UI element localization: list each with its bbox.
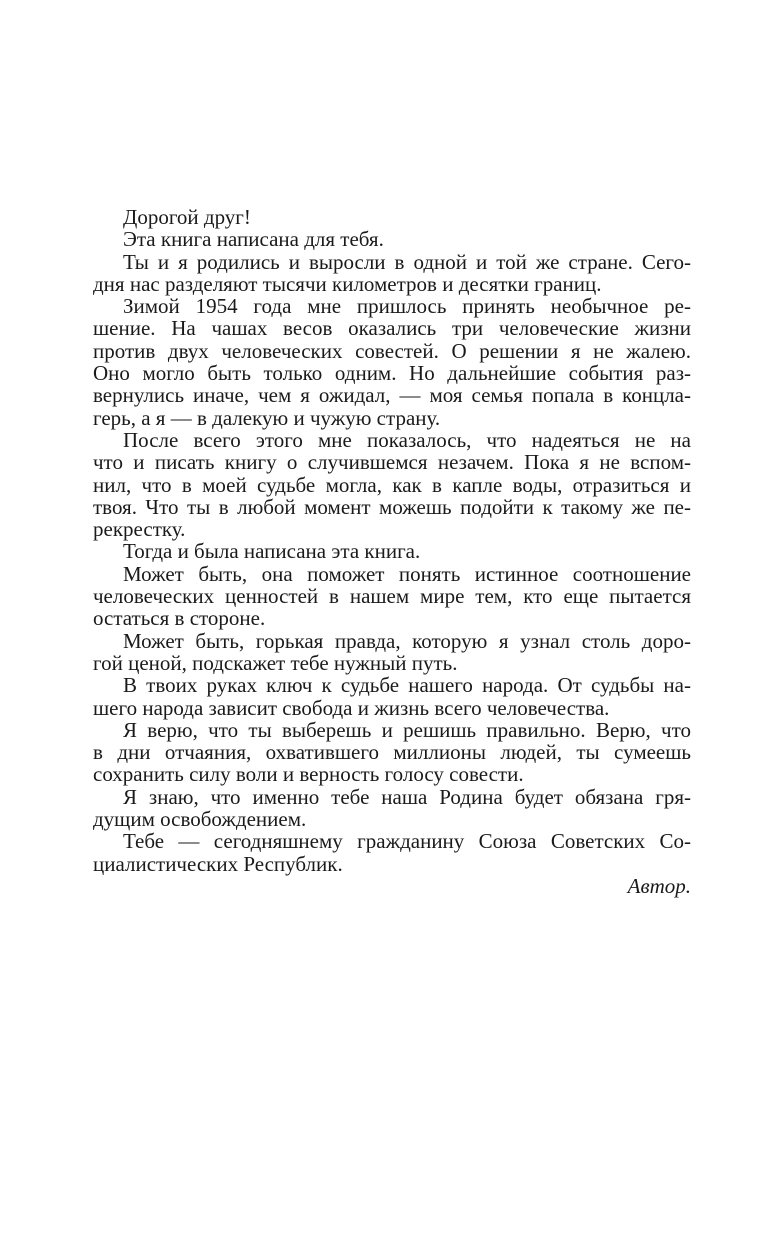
text-line: гой ценой, подскажет тебе нужный путь. (93, 650, 458, 675)
page-text-block (93, 206, 691, 897)
paragraph (93, 719, 691, 786)
paragraph (93, 563, 691, 630)
text-line: остаться в стороне. (93, 606, 266, 631)
text-line: Зимой 1954 года мне пришлось принять необычное ре- (123, 294, 691, 319)
paragraphs-container (93, 206, 691, 875)
text-line: нил, что в моей судьбе могла, как в капле воды, отразиться и (93, 472, 691, 497)
paragraph (93, 630, 691, 675)
paragraph (93, 251, 691, 296)
text-line: сохранить силу воли и верность голосу совести. (93, 762, 524, 787)
text-line: дня нас разделяют тысячи километров и десятки границ. (93, 271, 602, 296)
text-line: герь, а я — в далекую и чужую страну. (93, 405, 441, 430)
text-line: шение. На чашах весов оказались три человеческие жизни (93, 316, 691, 341)
paragraph (93, 228, 691, 250)
author-signature: Автор. (627, 873, 691, 898)
text-line: Оно могло быть только одним. Но дальнейшие события раз- (93, 361, 691, 386)
text-line: что и писать книгу о случившемся незачем. Пока я не вспом- (93, 450, 691, 475)
text-line: Тебе — сегодняшнему гражданину Союза Советских Со- (123, 829, 691, 854)
text-line: Тогда и была написана эта книга. (123, 539, 421, 564)
text-line: в дни отчаяния, охватившего миллионы людей, ты сумеешь (93, 740, 691, 765)
text-line: Может быть, горькая правда, которую я узнал столь доро- (123, 628, 691, 653)
text-line: Эта книга написана для тебя. (123, 227, 384, 252)
text-line: дущим освобождением. (93, 807, 307, 832)
text-line: Я знаю, что именно тебе наша Родина будет обязана гря- (123, 784, 691, 809)
paragraph (93, 830, 691, 875)
paragraph (93, 429, 691, 540)
text-line: рекрестку. (93, 517, 186, 542)
text-line: Может быть, она поможет понять истинное соотношение (123, 561, 691, 586)
text-line: вернулись иначе, чем я ожидал, — моя семья попала в концла- (93, 383, 691, 408)
paragraph (93, 540, 691, 562)
paragraph (93, 674, 691, 719)
text-line: После всего этого мне показалось, что надеяться не на (123, 427, 691, 452)
text-line: циалистических Республик. (93, 851, 343, 876)
text-line: человеческих ценностей в нашем мире тем, кто еще пытается (93, 584, 691, 609)
text-line: Ты и я родились и выросли в одной и той же стране. Сего- (123, 249, 691, 274)
text-line: против двух человеческих совестей. О решении я не жалею. (93, 338, 691, 363)
text-line: Дорогой друг! (123, 205, 251, 229)
text-line: твоя. Что ты в любой момент можешь подойти к такому же пе- (93, 494, 691, 519)
text-line: Я верю, что ты выберешь и решишь правильно. Верю, что (123, 717, 691, 742)
paragraph (93, 786, 691, 831)
text-line: В твоих руках ключ к судьбе нашего народа. От судьбы на- (123, 673, 691, 698)
text-line: шего народа зависит свобода и жизнь всего человечества. (93, 695, 610, 720)
paragraph (93, 206, 691, 228)
paragraph (93, 295, 691, 429)
